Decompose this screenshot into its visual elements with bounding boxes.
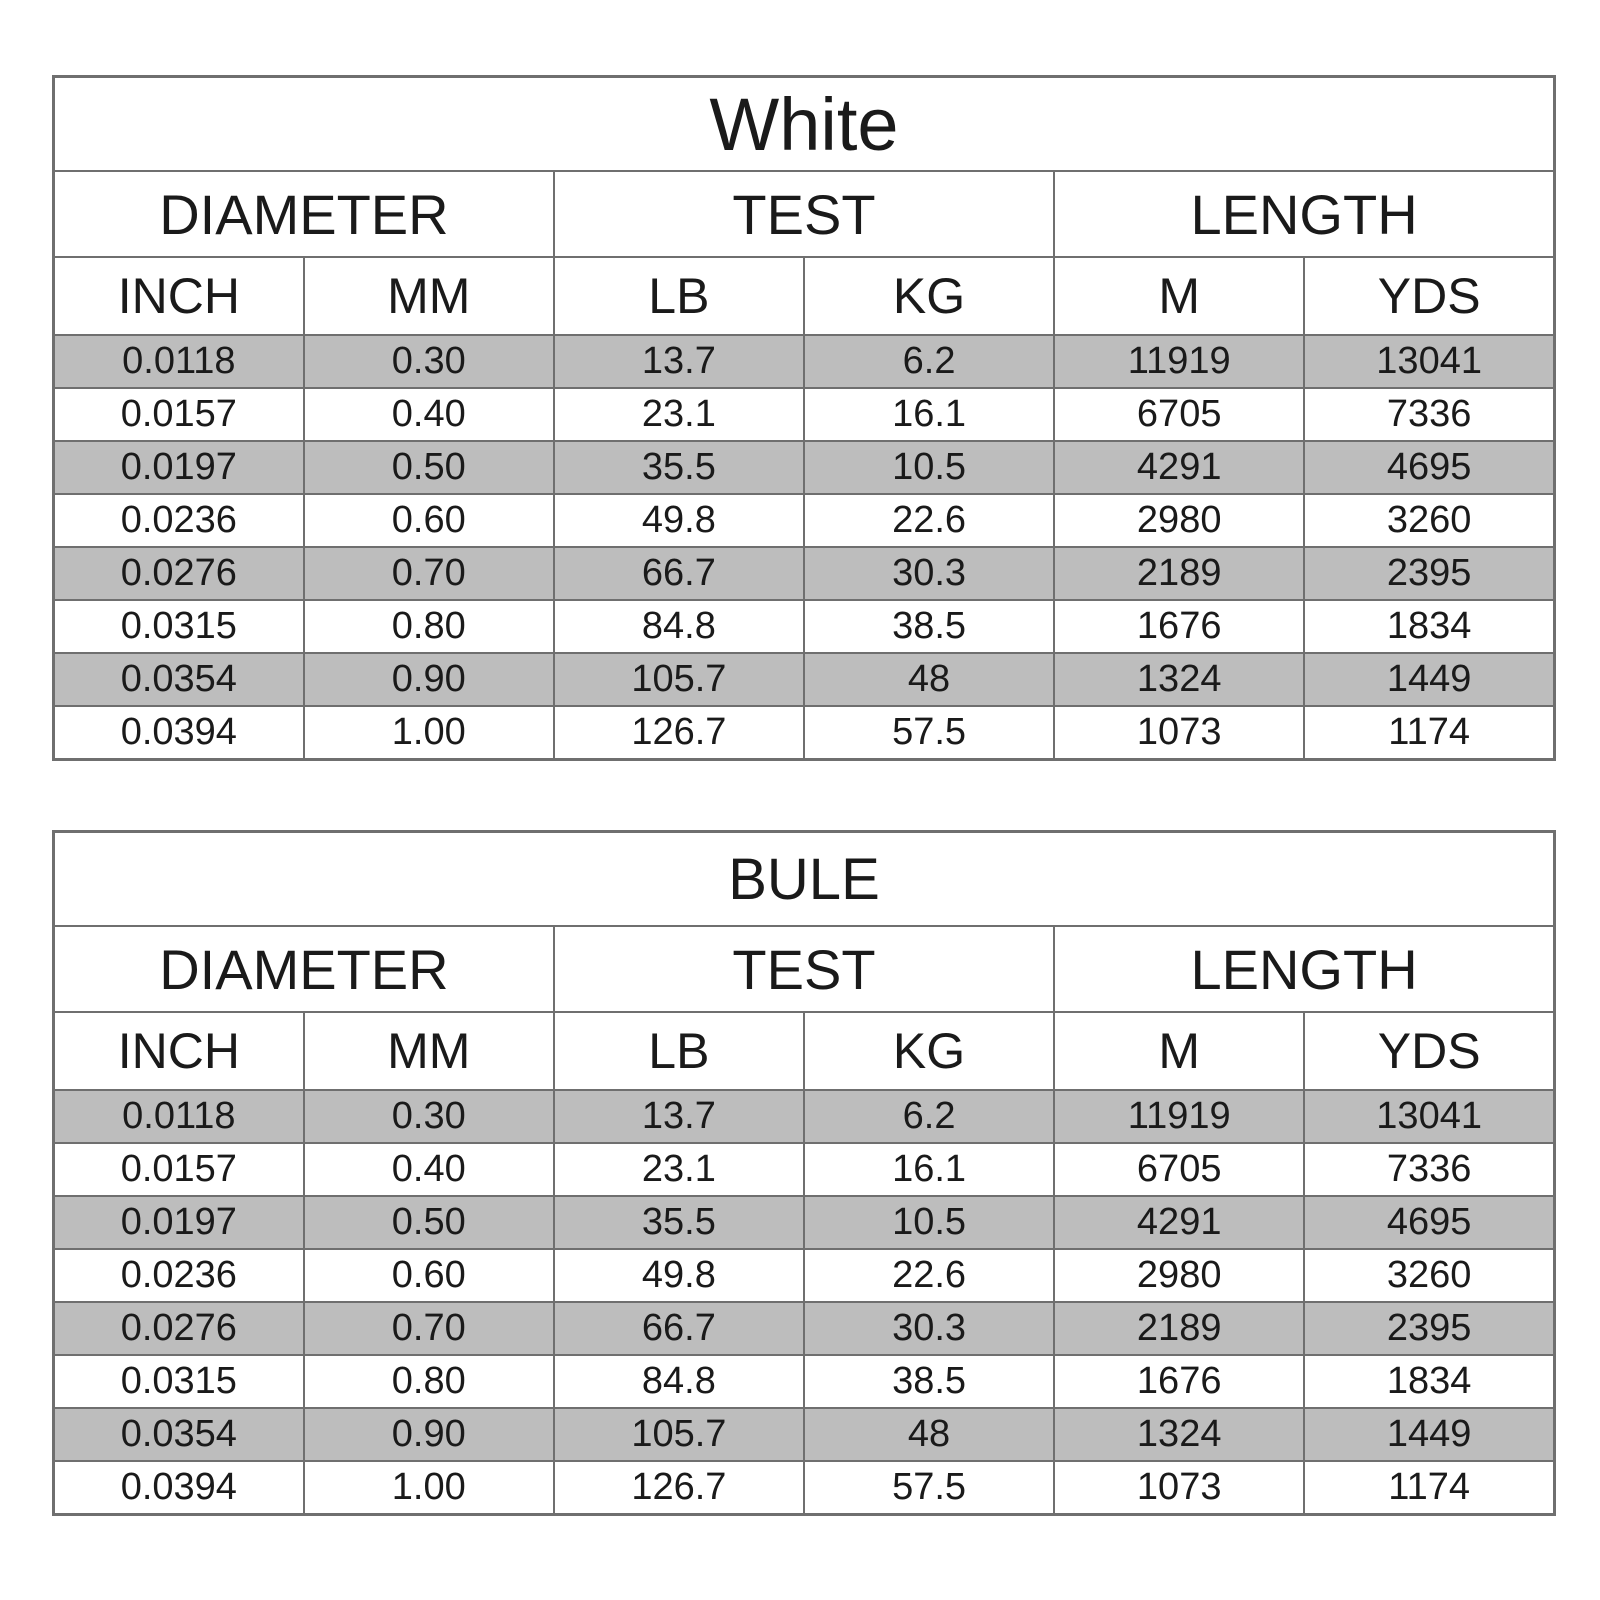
cell-yds: 7336	[1304, 388, 1554, 441]
table-row	[54, 1461, 1555, 1515]
cell-yds: 1449	[1304, 653, 1554, 706]
cell-m: 1676	[1054, 1355, 1304, 1408]
cell-inch: 0.0236	[54, 1249, 304, 1302]
table-row	[54, 441, 1555, 494]
table-row	[54, 1355, 1555, 1408]
cell-kg: 57.5	[804, 706, 1054, 760]
cell-m: 2189	[1054, 547, 1304, 600]
table-row	[54, 706, 1555, 760]
cell-kg: 30.3	[804, 547, 1054, 600]
group-header-diameter: DIAMETER	[54, 171, 554, 257]
group-header-test: TEST	[554, 926, 1054, 1012]
cell-mm: 0.80	[304, 1355, 554, 1408]
cell-lb: 84.8	[554, 600, 804, 653]
table-row	[54, 1302, 1555, 1355]
table-row	[54, 494, 1555, 547]
cell-mm: 0.50	[304, 441, 554, 494]
table-row	[54, 1196, 1555, 1249]
cell-m: 4291	[1054, 441, 1304, 494]
cell-inch: 0.0197	[54, 441, 304, 494]
cell-mm: 0.60	[304, 1249, 554, 1302]
cell-m: 2980	[1054, 494, 1304, 547]
cell-inch: 0.0354	[54, 653, 304, 706]
cell-inch: 0.0276	[54, 1302, 304, 1355]
cell-kg: 48	[804, 1408, 1054, 1461]
cell-kg: 38.5	[804, 600, 1054, 653]
column-header-yds: YDS	[1304, 257, 1554, 335]
cell-lb: 84.8	[554, 1355, 804, 1408]
cell-kg: 10.5	[804, 1196, 1054, 1249]
group-header-test: TEST	[554, 171, 1054, 257]
group-header-length: LENGTH	[1054, 171, 1554, 257]
table-title: White	[54, 77, 1555, 172]
cell-m: 1324	[1054, 653, 1304, 706]
cell-lb: 49.8	[554, 494, 804, 547]
cell-yds: 1174	[1304, 1461, 1554, 1515]
cell-lb: 126.7	[554, 706, 804, 760]
table-row	[54, 335, 1555, 388]
cell-lb: 66.7	[554, 1302, 804, 1355]
cell-mm: 0.40	[304, 388, 554, 441]
cell-kg: 6.2	[804, 1090, 1054, 1143]
cell-inch: 0.0276	[54, 547, 304, 600]
cell-lb: 13.7	[554, 335, 804, 388]
cell-inch: 0.0394	[54, 1461, 304, 1515]
column-header-inch: INCH	[54, 257, 304, 335]
cell-lb: 35.5	[554, 1196, 804, 1249]
cell-lb: 126.7	[554, 1461, 804, 1515]
cell-m: 1073	[1054, 1461, 1304, 1515]
cell-inch: 0.0315	[54, 600, 304, 653]
cell-kg: 22.6	[804, 1249, 1054, 1302]
cell-yds: 2395	[1304, 547, 1554, 600]
column-header-mm: MM	[304, 1012, 554, 1090]
cell-kg: 22.6	[804, 494, 1054, 547]
cell-mm: 0.90	[304, 653, 554, 706]
cell-yds: 1174	[1304, 706, 1554, 760]
cell-inch: 0.0315	[54, 1355, 304, 1408]
column-header-mm: MM	[304, 257, 554, 335]
cell-yds: 4695	[1304, 441, 1554, 494]
cell-inch: 0.0354	[54, 1408, 304, 1461]
cell-yds: 1834	[1304, 1355, 1554, 1408]
cell-mm: 0.90	[304, 1408, 554, 1461]
group-header-diameter: DIAMETER	[54, 926, 554, 1012]
cell-inch: 0.0157	[54, 388, 304, 441]
cell-m: 6705	[1054, 1143, 1304, 1196]
cell-m: 1324	[1054, 1408, 1304, 1461]
spec-table-blue	[52, 830, 1556, 1516]
cell-mm: 0.30	[304, 335, 554, 388]
table-row	[54, 1143, 1555, 1196]
cell-mm: 1.00	[304, 1461, 554, 1515]
cell-m: 11919	[1054, 335, 1304, 388]
group-header-length: LENGTH	[1054, 926, 1554, 1012]
table-row	[54, 1408, 1555, 1461]
cell-yds: 3260	[1304, 494, 1554, 547]
cell-m: 4291	[1054, 1196, 1304, 1249]
cell-mm: 0.70	[304, 1302, 554, 1355]
cell-lb: 23.1	[554, 388, 804, 441]
table-row	[54, 1090, 1555, 1143]
table-row	[54, 1249, 1555, 1302]
table-row	[54, 547, 1555, 600]
cell-lb: 23.1	[554, 1143, 804, 1196]
cell-yds: 13041	[1304, 335, 1554, 388]
cell-kg: 16.1	[804, 388, 1054, 441]
table-row	[54, 388, 1555, 441]
spec-table-white	[52, 75, 1556, 761]
cell-kg: 30.3	[804, 1302, 1054, 1355]
column-header-lb: LB	[554, 1012, 804, 1090]
cell-mm: 0.50	[304, 1196, 554, 1249]
cell-yds: 4695	[1304, 1196, 1554, 1249]
cell-m: 1676	[1054, 600, 1304, 653]
cell-kg: 16.1	[804, 1143, 1054, 1196]
cell-inch: 0.0118	[54, 335, 304, 388]
cell-lb: 66.7	[554, 547, 804, 600]
cell-lb: 13.7	[554, 1090, 804, 1143]
cell-yds: 1834	[1304, 600, 1554, 653]
cell-kg: 48	[804, 653, 1054, 706]
cell-kg: 38.5	[804, 1355, 1054, 1408]
cell-lb: 49.8	[554, 1249, 804, 1302]
cell-kg: 57.5	[804, 1461, 1054, 1515]
table-row	[54, 653, 1555, 706]
cell-yds: 3260	[1304, 1249, 1554, 1302]
cell-inch: 0.0236	[54, 494, 304, 547]
cell-mm: 0.60	[304, 494, 554, 547]
cell-inch: 0.0197	[54, 1196, 304, 1249]
cell-lb: 105.7	[554, 1408, 804, 1461]
column-header-m: M	[1054, 257, 1304, 335]
column-header-yds: YDS	[1304, 1012, 1554, 1090]
cell-yds: 2395	[1304, 1302, 1554, 1355]
cell-m: 6705	[1054, 388, 1304, 441]
cell-lb: 105.7	[554, 653, 804, 706]
cell-mm: 0.70	[304, 547, 554, 600]
cell-yds: 13041	[1304, 1090, 1554, 1143]
cell-m: 2980	[1054, 1249, 1304, 1302]
cell-inch: 0.0157	[54, 1143, 304, 1196]
table-row	[54, 600, 1555, 653]
column-header-inch: INCH	[54, 1012, 304, 1090]
cell-inch: 0.0394	[54, 706, 304, 760]
column-header-kg: KG	[804, 1012, 1054, 1090]
column-header-lb: LB	[554, 257, 804, 335]
cell-m: 11919	[1054, 1090, 1304, 1143]
column-header-m: M	[1054, 1012, 1304, 1090]
cell-yds: 1449	[1304, 1408, 1554, 1461]
cell-mm: 0.80	[304, 600, 554, 653]
column-header-kg: KG	[804, 257, 1054, 335]
cell-mm: 0.40	[304, 1143, 554, 1196]
cell-m: 1073	[1054, 706, 1304, 760]
cell-lb: 35.5	[554, 441, 804, 494]
table-title: BULE	[54, 832, 1555, 927]
cell-m: 2189	[1054, 1302, 1304, 1355]
cell-kg: 6.2	[804, 335, 1054, 388]
cell-inch: 0.0118	[54, 1090, 304, 1143]
cell-kg: 10.5	[804, 441, 1054, 494]
cell-mm: 1.00	[304, 706, 554, 760]
cell-yds: 7336	[1304, 1143, 1554, 1196]
cell-mm: 0.30	[304, 1090, 554, 1143]
